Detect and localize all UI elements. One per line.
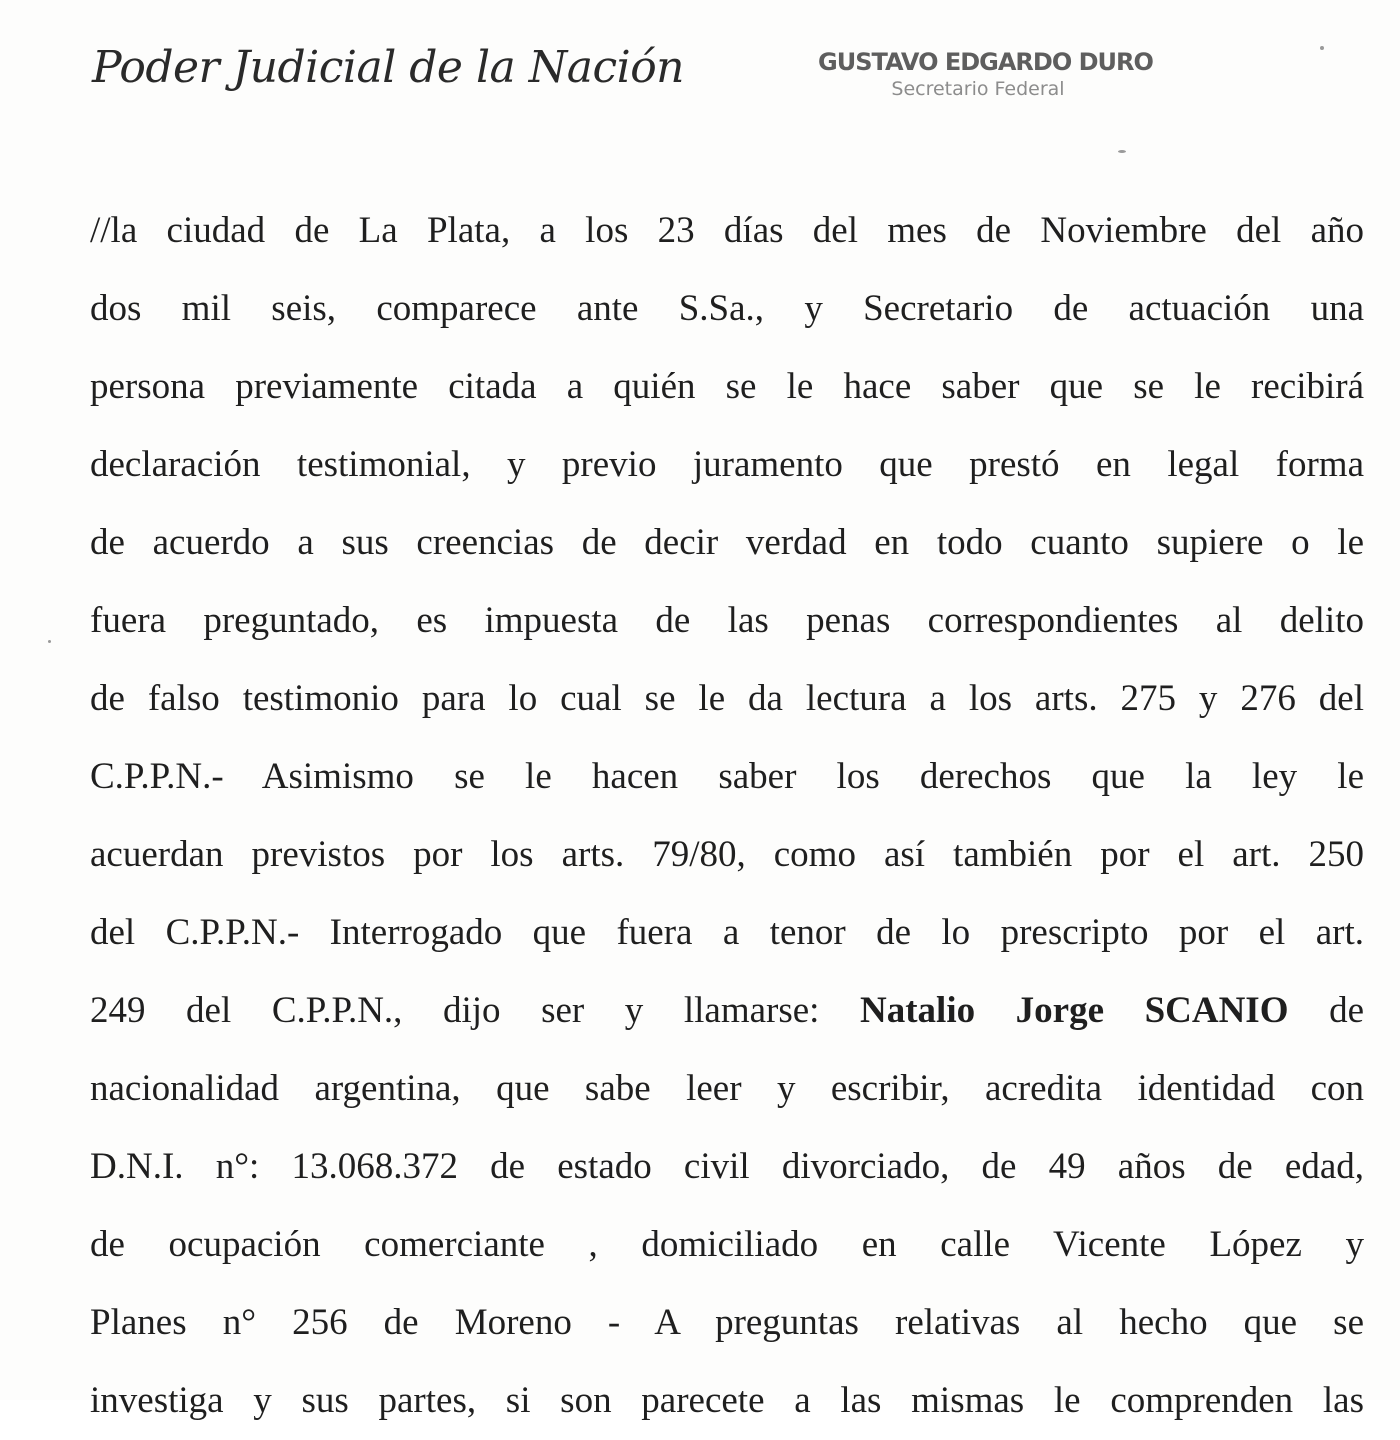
text-line: acuerdan previstos por los arts. 79/80, como así también por el art. 250 — [90, 834, 1364, 875]
witness-name: Natalio Jorge SCANIO — [860, 990, 1289, 1031]
stamp-name: GUSTAVO EDGARDO DURO — [818, 48, 1153, 76]
testimony-text — [90, 192, 1364, 1421]
text-line: C.P.P.N.- Asimismo se le hacen saber los derechos que la ley le — [90, 756, 1364, 797]
text-line: dos mil seis, comparece ante S.Sa., y Secretario de actuación una — [90, 288, 1364, 329]
text-line: de falso testimonio para lo cual se le da lectura a los arts. 275 y 276 del — [90, 678, 1364, 719]
text-line: de acuerdo a sus creencias de decir verdad en todo cuanto supiere o le — [90, 522, 1364, 563]
text-line-witness — [90, 972, 1364, 1050]
scan-speck — [1320, 46, 1324, 50]
scan-speck — [1118, 150, 1126, 153]
text-line: Planes n° 256 de Moreno - A preguntas relativas al hecho que se — [90, 1302, 1364, 1343]
text-line: declaración testimonial, y previo juramento que prestó en legal forma — [90, 444, 1364, 485]
witness-tail: de — [1329, 990, 1364, 1031]
text-line: nacionalidad argentina, que sabe leer y escribir, acredita identidad con — [90, 1068, 1364, 1109]
stamp-role: Secretario Federal — [891, 78, 1065, 100]
text-line: de ocupación comerciante , domiciliado en calle Vicente López y — [90, 1224, 1364, 1265]
text-line: persona previamente citada a quién se le hace saber que se le recibirá — [90, 366, 1364, 407]
scan-speck — [48, 640, 51, 643]
witness-intro: 249 del C.P.P.N., dijo ser y llamarse: — [90, 990, 861, 1031]
text-line: fuera preguntado, es impuesta de las penas correspondientes al delito — [90, 600, 1364, 641]
text-line: del C.P.P.N.- Interrogado que fuera a tenor de lo prescripto por el art. — [90, 912, 1364, 953]
text-line-cutoff: investiga y sus partes, si son parecete a las mismas le comprenden las — [90, 1380, 1364, 1421]
institution-header: Poder Judicial de la Nación — [92, 42, 685, 93]
secretary-stamp — [818, 48, 1153, 100]
text-line: D.N.I. n°: 13.068.372 de estado civil divorciado, de 49 años de edad, — [90, 1146, 1364, 1187]
text-line: //la ciudad de La Plata, a los 23 días del mes de Noviembre del año — [90, 210, 1364, 251]
